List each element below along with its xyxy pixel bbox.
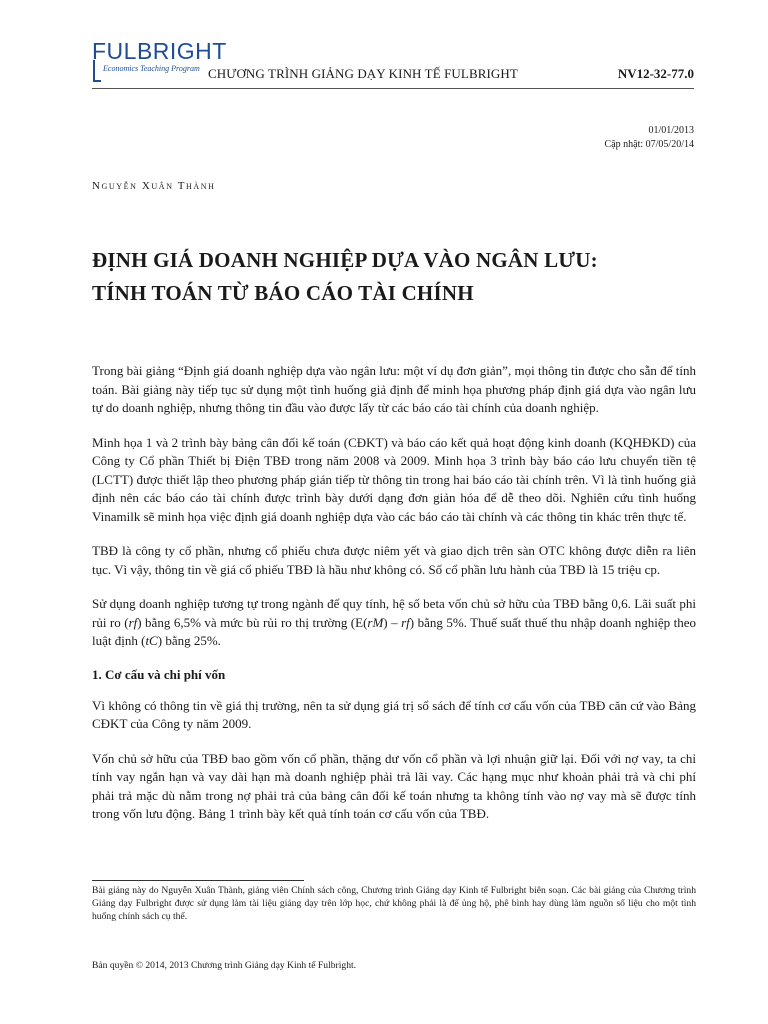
- paragraph-company: TBĐ là công ty cổ phần, nhưng cổ phiếu chưa được niêm yết và giao dịch trên sàn OTC không được diễn ra liên tục. Vì vậy, thông tin về giá cổ phiếu TBĐ là hầu như không có. Số cổ phần lưu hành của TBĐ là 15 triệu cp.: [92, 543, 696, 577]
- copyright-notice: Bản quyền © 2014, 2013 Chương trình Giảng dạy Kinh tế Fulbright.: [92, 960, 357, 971]
- logo-wordmark: FULBRIGHT: [92, 38, 227, 64]
- paragraph-assumptions: [92, 595, 696, 651]
- paragraph-book-values: Vì không có thông tin về giá thị trường, nên ta sử dụng giá trị sổ sách để tính cơ cấu vốn của TBĐ căn cứ vào Bảng CĐKT của Công ty năm 2009.: [92, 697, 696, 731]
- logo-tagline: Economics Teaching Program: [103, 64, 200, 73]
- document-body: [92, 362, 696, 840]
- paragraph-exhibits: Minh họa 1 và 2 trình bày bảng cân đối kế toán (CĐKT) và báo cáo kết quả hoạt động kinh doanh (KQHĐKD) của Công ty Cổ phần Thiết bị Điện TBĐ trong năm 2008 và 2009. Minh họa 3 trình bày báo cáo lưu chuyển tiền tệ (LCTT) được thiết lập theo phương pháp gián tiếp từ thông tin trong hai báo cáo tài chính trên. Vì là tình huống giả định nên các báo cáo tài chính được trình bày dưới dạng đơn giản hóa để dễ theo dõi. Nghiên cứu tình huống Vinamilk sẽ minh họa việc định giá doanh nghiệp dựa vào các báo cáo tài chính và các thông tin khác trên thực tế.: [92, 434, 696, 524]
- section-heading-1: 1. Cơ cấu và chi phí vốn: [92, 666, 226, 682]
- header-divider: [92, 88, 694, 89]
- author-name: Nguyễn Xuân Thành: [92, 180, 216, 192]
- market-return-symbol: rM: [367, 614, 384, 630]
- document-title: [92, 244, 702, 310]
- document-code: NV12-32-77.0: [617, 66, 694, 81]
- fulbright-logo: [92, 38, 227, 84]
- program-name: CHƯƠNG TRÌNH GIẢNG DẠY KINH TẾ FULBRIGHT: [208, 66, 518, 81]
- assumptions-text-e: ) bằng 25%.: [157, 633, 221, 648]
- title-line-1: ĐỊNH GIÁ DOANH NGHIỆP DỰA VÀO NGÂN LƯU:: [92, 248, 598, 272]
- footnote: Bài giảng này do Nguyễn Xuân Thành, giảng viên Chính sách công, Chương trình Giảng dạy Kinh tế Fulbright biên soạn. Các bài giảng của Chương trình Giảng dạy Fulbright được sử dụng làm tài liệu giảng dạy trên lớp học, chứ không phải là để ủng hộ, phê bình hay dùng làm nguồn số liệu cho một tình huống chính sách cụ thể.: [92, 885, 696, 922]
- tax-rate-symbol: tC: [145, 633, 158, 648]
- footnote-divider: [92, 880, 304, 881]
- paragraph-capital-structure: Vốn chủ sở hữu của TBĐ bao gồm vốn cổ phần, thặng dư vốn cổ phần và lợi nhuận giữ lại. Đối với nợ vay, ta chỉ tính vay ngắn hạn và vay dài hạn mà doanh nghiệp phải trả lãi vay. Các hạng mục như khoản phải trả và chi phí phải trả mặc dù nằm trong nợ phải trả của bảng cân đối kế toán nhưng ta không tính vào nợ vay mà sẽ được tính trong vốn lưu động. Bảng 1 trình bày kết quả tính toán cơ cấu vốn của TBĐ.: [92, 750, 696, 821]
- title-line-2: TÍNH TOÁN TỪ BÁO CÁO TÀI CHÍNH: [92, 281, 474, 305]
- document-dates: [605, 124, 694, 152]
- assumptions-text-d: ) bằng 5%. Thuế suất thuế thu nhập doanh nghiệp theo luật định (: [92, 614, 696, 648]
- risk-free-symbol-2: rf: [401, 614, 410, 630]
- assumptions-text-a: Sử dụng doanh nghiệp tương tự trong ngành để quy tính, hệ số beta vốn chủ sở hữu của TBĐ bằng 0,6. Lãi suất phi rủi ro (: [92, 596, 696, 630]
- assumptions-text-b: ) bằng 6,5% và mức bù rủi ro thị trường (E(: [137, 614, 368, 630]
- risk-free-symbol: rf: [128, 614, 138, 630]
- assumptions-text-c: ) –: [383, 614, 402, 630]
- paragraph-intro: Trong bài giảng “Định giá doanh nghiệp dựa vào ngân lưu: một ví dụ đơn giản”, mọi thông tin được cho sẵn để tính toán. Bài giảng này tiếp tục sử dụng một tình huống giả định để minh họa phương pháp định giá dựa vào ngân lưu tự do doanh nghiệp, nhưng thông tin đầu vào được lấy từ các báo cáo tài chính của doanh nghiệp.: [92, 363, 696, 415]
- updated-date: Cập nhật: 07/05/20/14: [604, 139, 694, 150]
- created-date: 01/01/2013: [648, 125, 694, 136]
- logo-bracket: [93, 60, 101, 82]
